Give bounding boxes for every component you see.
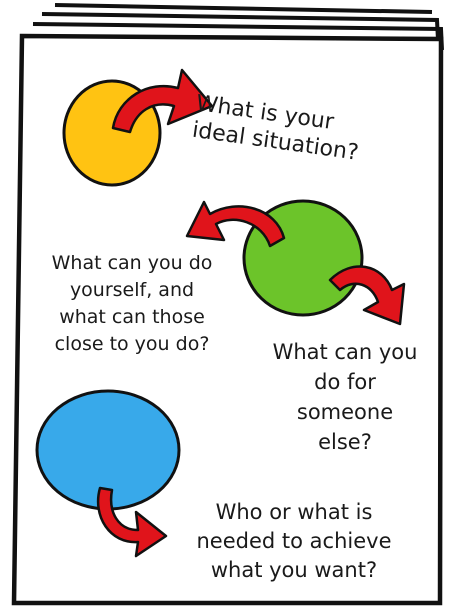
question-ideal-situation: What is your ideal situation? <box>190 90 361 166</box>
question-what-can-you-do-for-others: What can you do for someone else? <box>272 340 418 454</box>
back-sheet-top-1 <box>55 5 432 12</box>
question-what-can-you-do-yourself: What can you do yourself, and what can those close to you do? <box>51 252 213 355</box>
question-what-is-needed: Who or what is needed to achieve what you want? <box>196 500 392 582</box>
